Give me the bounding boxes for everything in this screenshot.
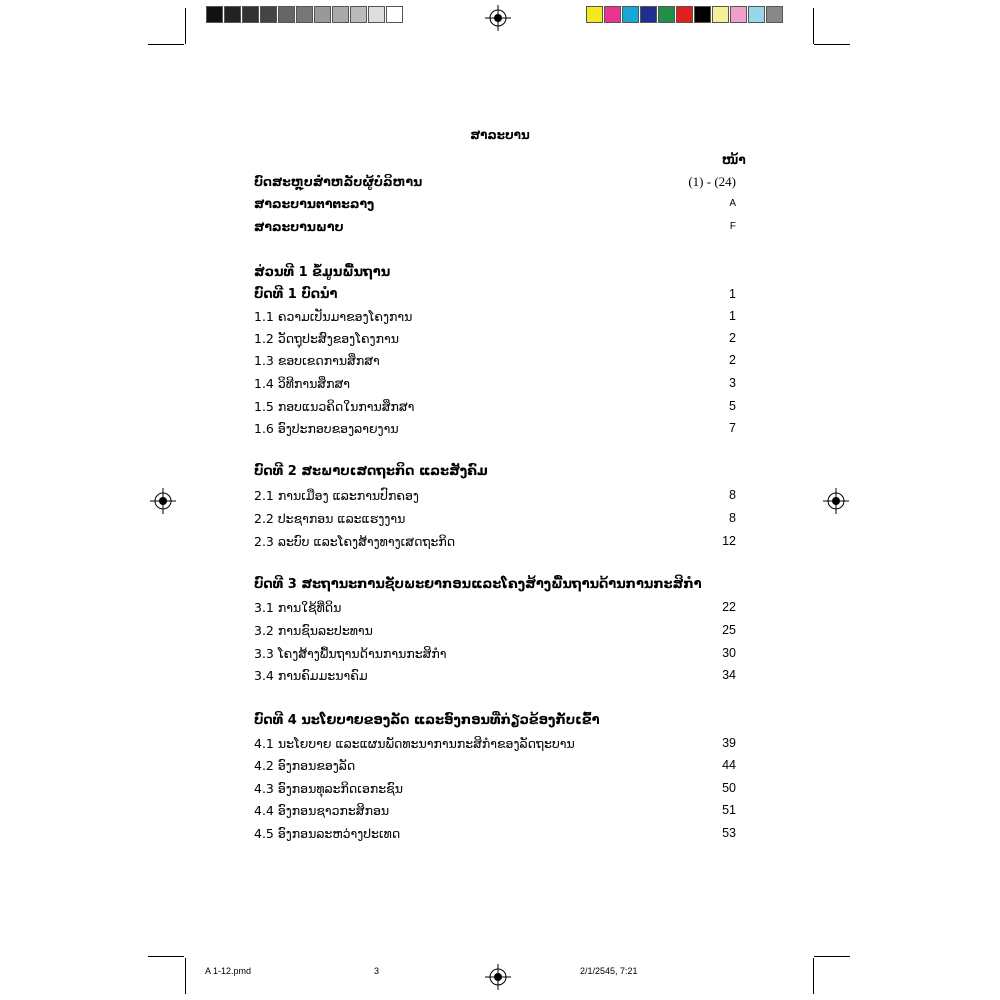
toc-entry-page: 8 [729, 511, 736, 525]
toc-entry [254, 399, 740, 419]
gray-swatch [350, 6, 367, 23]
toc-entry [254, 265, 740, 285]
toc-entry-page: 8 [729, 488, 736, 502]
toc-entry-title: 1.4 ວິທີການສຶກສາ [254, 376, 350, 391]
toc-entry-page: 5 [729, 399, 736, 413]
gray-swatch [368, 6, 385, 23]
gray-swatch [224, 6, 241, 23]
toc-entry [254, 803, 740, 823]
gray-swatch [242, 6, 259, 23]
toc-entry-page: 3 [729, 376, 736, 390]
toc-entry [254, 646, 740, 666]
toc-entry-page: 1 [729, 287, 736, 301]
toc-entry-title: 2.1 ການເມືອງ ແລະການປົກຄອງ [254, 488, 419, 503]
toc-entry-page: (1) - (24) [688, 174, 736, 189]
toc-entry-title: 1.1 ຄວາມເປັນມາຂອງໂຄງການ [254, 309, 413, 324]
toc-entry [254, 534, 740, 554]
toc-entry-title: ສາລະບານຕາຕະລາງ [254, 196, 375, 211]
crop-mark [185, 8, 186, 44]
toc-entry-page: F [729, 221, 736, 232]
toc-entry-page: 7 [729, 421, 736, 435]
toc-entry-title: ບົດທີ 2 ສະພາບເສດຖະກິດ ແລະສັງຄົມ [254, 464, 488, 479]
color-swatch [640, 6, 657, 23]
color-bar [586, 6, 784, 23]
toc-entry [254, 353, 740, 373]
color-swatch [586, 6, 603, 23]
gray-swatch [332, 6, 349, 23]
crop-mark [813, 958, 814, 994]
toc-entry-title: 1.6 ອົງປະກອບຂອງລາຍງານ [254, 421, 399, 436]
toc-entry [254, 668, 740, 688]
crop-mark [814, 956, 850, 957]
toc-entry-page: 30 [722, 646, 736, 660]
footer-page-number: 3 [374, 966, 380, 976]
toc-entry [254, 781, 740, 801]
toc-entry-title: 1.2 ວັດຖຸປະສົງຂອງໂຄງການ [254, 331, 399, 346]
toc-entry [254, 600, 740, 620]
toc-entry [254, 511, 740, 531]
toc-entry-title: 3.2 ການຊົນລະປະທານ [254, 623, 373, 638]
toc-entry-page: 12 [722, 534, 736, 548]
toc-entry-title: 4.4 ອົງກອນຊາວກະສິກອນ [254, 803, 390, 818]
registration-mark-icon [485, 5, 511, 31]
toc-entry [254, 713, 740, 733]
color-swatch [712, 6, 729, 23]
toc-entry-page: 2 [729, 331, 736, 345]
color-swatch [622, 6, 639, 23]
toc-entry-page: 53 [722, 826, 736, 840]
footer-filename: A 1-12.pmd [205, 966, 252, 976]
toc-entry-title: ບົດທີ 3 ສະຖານະການຊັບພະຍາກອນແລະໂຄງສ້າງພື້ນຖານດ້ານການກະສິກຳ [254, 577, 702, 592]
footer-datetime: 2/1/2545, 7:21 [580, 966, 638, 976]
toc-entry [254, 488, 740, 508]
toc-entry [254, 736, 740, 756]
toc-entry [254, 174, 740, 194]
registration-mark-icon [150, 488, 176, 514]
toc-entry [254, 421, 740, 441]
toc-entry [254, 287, 740, 307]
toc-entry [254, 623, 740, 643]
toc-entry-title: ສາລະບານພາບ [254, 219, 344, 234]
color-swatch [730, 6, 747, 23]
gray-swatch [386, 6, 403, 23]
toc-entry-page: 2 [729, 353, 736, 367]
toc-entry-title: 4.3 ອົງກອນທຸລະກິດເອກະຊົນ [254, 781, 403, 796]
color-swatch [766, 6, 783, 23]
toc-entry-title: 3.1 ການໃຊ້ທີ່ດິນ [254, 600, 342, 615]
toc-entry-page: 51 [722, 803, 736, 817]
toc-entry-page: 44 [722, 758, 736, 772]
toc-entry-title: ສ່ວນທີ 1 ຂໍ້ມູນພື້ນຖານ [254, 265, 391, 280]
toc-entry-title: 3.4 ການຄົມມະນາຄົມ [254, 668, 368, 683]
toc-entry-title: 3.3 ໂຄງສ້າງພື້ນຖານດ້ານການກະສິກຳ [254, 646, 447, 661]
color-swatch [694, 6, 711, 23]
crop-mark [813, 8, 814, 44]
toc-entry-title: 2.2 ປະຊາກອນ ແລະແຮງງານ [254, 511, 406, 526]
gray-swatch [278, 6, 295, 23]
crop-mark [148, 956, 184, 957]
toc-entry [254, 196, 740, 216]
registration-mark-icon [485, 964, 511, 990]
toc-entry [254, 331, 740, 351]
toc-entry-title: ບົດສະຫຼຸບສຳຫລັບຜູ້ບໍລິຫານ [254, 174, 423, 189]
gray-swatch [296, 6, 313, 23]
toc-entry-title: 4.1 ນະໂຍບາຍ ແລະແຜນພັດທະນາການກະສິກຳຂອງລັດຖະບານ [254, 736, 575, 751]
toc-entry-title: 4.2 ອົງກອນຂອງລັດ [254, 758, 356, 773]
color-swatch [658, 6, 675, 23]
gray-swatch [314, 6, 331, 23]
toc-entry [254, 758, 740, 778]
color-swatch [748, 6, 765, 23]
registration-mark-icon [823, 488, 849, 514]
toc-entry-title: 2.3 ລະບົບ ແລະໂຄງສ້າງທາງເສດຖະກິດ [254, 534, 456, 549]
toc-entry-page: 22 [722, 600, 736, 614]
color-swatch [676, 6, 693, 23]
toc-entry-page: 39 [722, 736, 736, 750]
crop-mark [814, 44, 850, 45]
toc-entry-page: A [729, 198, 736, 209]
crop-mark [148, 44, 184, 45]
gray-swatch [260, 6, 277, 23]
toc-entry [254, 309, 740, 329]
toc-entry-page: 1 [729, 309, 736, 323]
toc-entry-title: 4.5 ອົງກອນລະຫວ່າງປະເທດ [254, 826, 401, 841]
gray-scale-bar [206, 6, 404, 23]
toc-entry-title: ບົດທີ 4 ນະໂຍບາຍຂອງລັດ ແລະອົງກອນທີ່ກ່ຽວຂ້ອງກັບເຂົ້າ [254, 713, 600, 728]
toc-entry-page: 25 [722, 623, 736, 637]
crop-mark [185, 958, 186, 994]
toc-entry [254, 577, 740, 597]
toc-entry [254, 219, 740, 239]
page-column-label: ໜ້າ [722, 153, 746, 167]
toc-entry-title: ບົດທີ 1 ບົດນຳ [254, 287, 338, 302]
color-swatch [604, 6, 621, 23]
toc-entry [254, 826, 740, 846]
toc-entry-title: 1.3 ຂອບເຂດການສຶກສາ [254, 353, 380, 368]
toc-title: ສາລະບານ [470, 128, 530, 142]
toc-entry [254, 376, 740, 396]
toc-entry [254, 464, 740, 484]
toc-entry-page: 34 [722, 668, 736, 682]
gray-swatch [206, 6, 223, 23]
toc-entry-title: 1.5 ກອບແນວຄິດໃນການສຶກສາ [254, 399, 415, 414]
toc-entry-page: 50 [722, 781, 736, 795]
